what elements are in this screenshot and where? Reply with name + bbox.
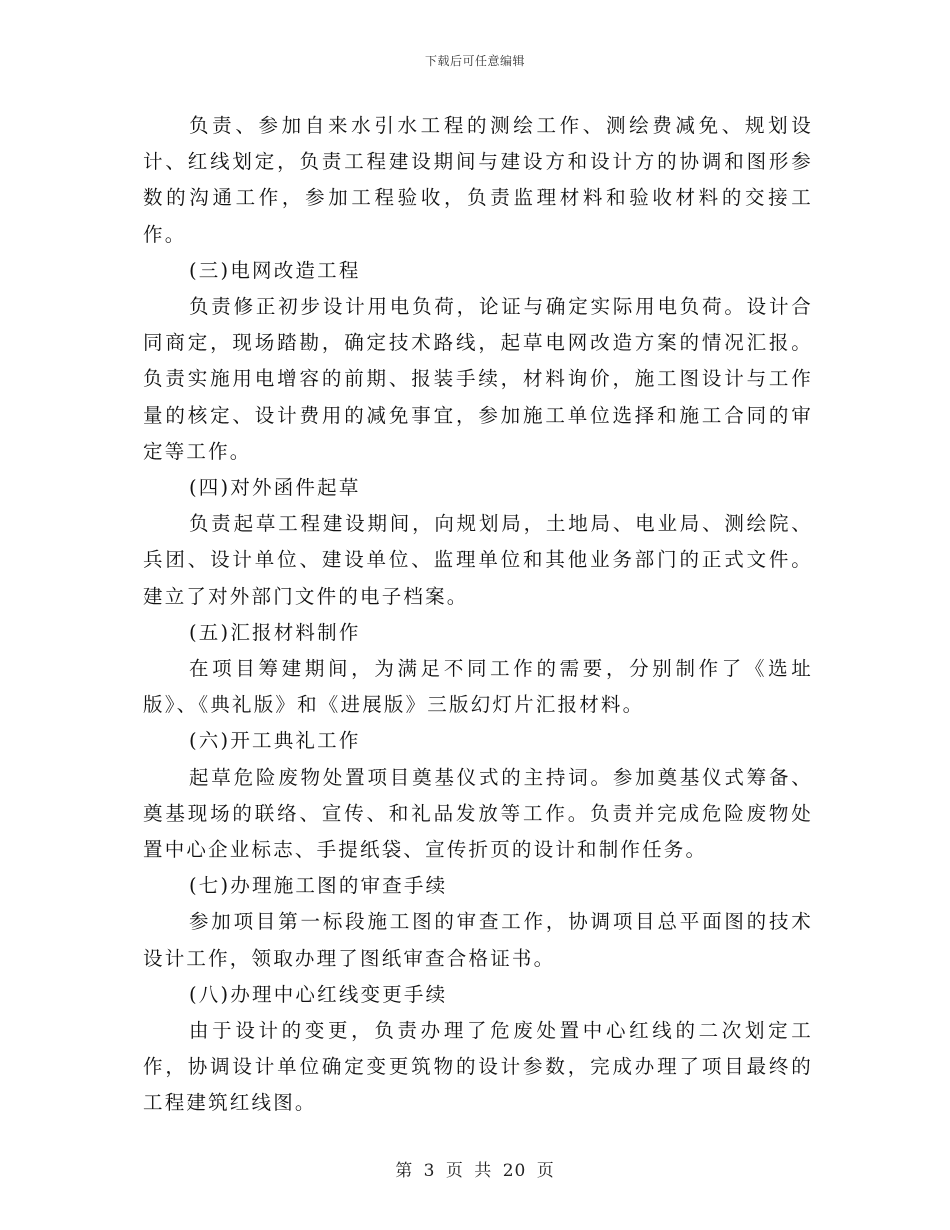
page-header: 下载后可任意编辑 [424,54,525,68]
paragraph: 在项目筹建期间，为满足不同工作的需要，分别制作了《选址版》、《典礼版》和《进展版》三版幻灯片汇报材料。 [143,657,813,717]
paragraph: 负责修正初步设计用电负荷，论证与确定实际用电负荷。设计合同商定，现场踏勘，确定技术路线，起草电网改造方案的情况汇报。负责实施用电增容的前期、报装手续，材料询价，施工图设计与工作量的核定、设计费用的减免事宜，参加施工单位选择和施工合同的审定等工作。 [143,295,813,463]
document-body [143,108,813,1122]
section-heading: (三)电网改造工程 [189,258,361,282]
section-heading: (八)办理中心红线变更手续 [189,982,448,1006]
paragraph: 由于设计的变更，负责办理了危废处置中心红线的二次划定工作，协调设计单位确定变更筑物的设计参数，完成办理了项目最终的工程建筑红线图。 [143,1019,813,1115]
paragraph: 负责、参加自来水引水工程的测绘工作、测绘费减免、规划设计、红线划定，负责工程建设期间与建设方和设计方的协调和图形参数的沟通工作，参加工程验收，负责监理材料和验收材料的交接工作。 [143,114,813,246]
paragraph: 起草危险废物处置项目奠基仪式的主持词。参加奠基仪式筹备、奠基现场的联络、宣传、和礼品发放等工作。负责并完成危险废物处置中心企业标志、手提纸袋、宣传折页的设计和制作任务。 [143,765,813,862]
paragraph: 负责起草工程建设期间，向规划局，土地局、电业局、测绘院、兵团、设计单位、建设单位、监理单位和其他业务部门的正式文件。建立了对外部门文件的电子档案。 [143,512,813,608]
section-heading: (七)办理施工图的审查手续 [189,874,448,898]
page-number: 第 3 页 共 20 页 [395,1161,555,1181]
paragraph: 参加项目第一标段施工图的审查工作，协调项目总平面图的技术设计工作，领取办理了图纸审查合格证书。 [143,910,813,970]
section-heading: (五)汇报材料制作 [189,620,361,644]
section-heading: (四)对外函件起草 [189,476,361,500]
section-heading: (六)开工典礼工作 [189,729,361,753]
